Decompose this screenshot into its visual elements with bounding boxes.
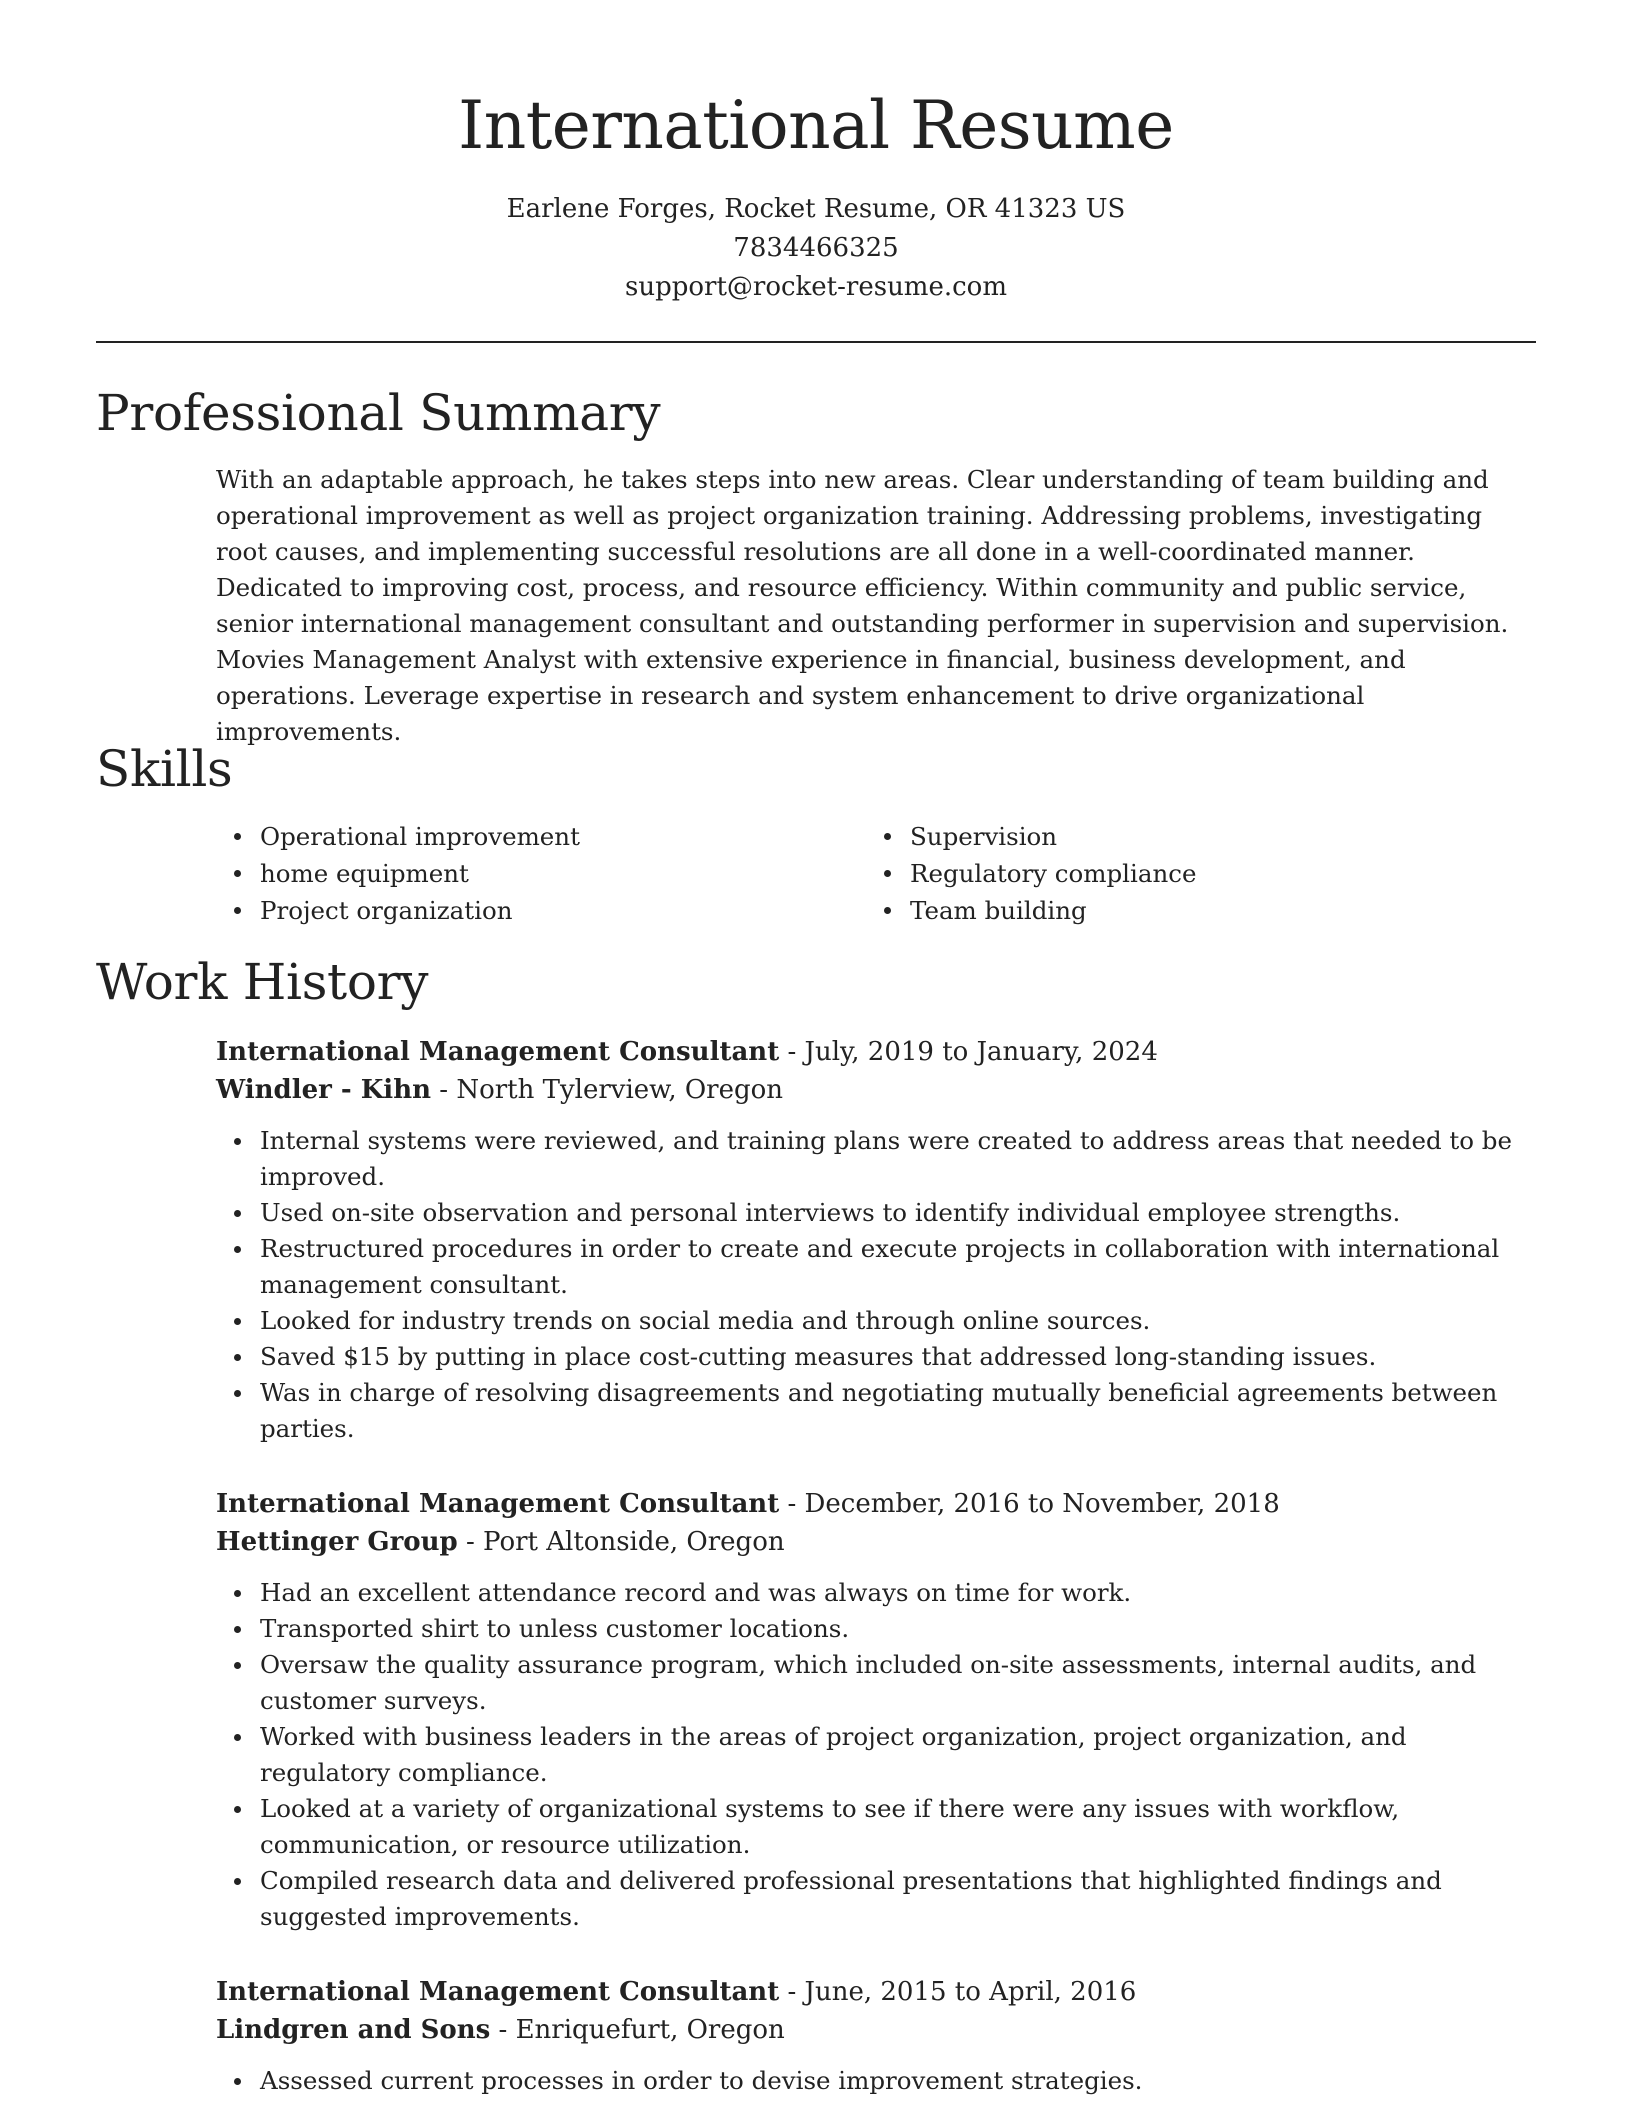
job-title: International Management Consultant <box>216 1489 780 1519</box>
job-entry <box>216 1033 1536 1447</box>
skill-item: Supervision <box>910 818 1516 855</box>
skill-item: home equipment <box>260 855 866 892</box>
job-entry <box>216 1973 1536 2099</box>
job-bullet: Assessed current processes in order to devise improvement strategies. <box>260 2063 1536 2099</box>
job-bullet: Internal systems were reviewed, and training plans were created to address areas that needed to be improved. <box>260 1123 1536 1195</box>
job-bullet: Compiled research data and delivered professional presentations that highlighted findings and suggested improvements. <box>260 1863 1536 1935</box>
job-bullet: Looked for industry trends on social media and through online sources. <box>260 1303 1536 1339</box>
job-company-line <box>216 1523 1536 1561</box>
summary-text: With an adaptable approach, he takes steps into new areas. Clear understanding of team building and operational improvement as well as project organization training. Addressing problems, investigating root causes, and implementing successful resolutions are all done in a well-coordinated manner. Dedicated to improving cost, process, and resource efficiency. Within community and public service, senior international management consultant and outstanding performer in supervision and supervision. Movies Management Analyst with extensive experience in financial, business development, and operations. Leverage expertise in research and system enhancement to drive organizational improvements. <box>216 465 1509 746</box>
section-title-skills: Skills <box>96 740 233 798</box>
job-company: Hettinger Group <box>216 1527 458 1557</box>
job-bullet: Had an excellent attendance record and was always on time for work. <box>260 1575 1536 1611</box>
job-bullet: Restructured procedures in order to create and execute projects in collaboration with international management consultant. <box>260 1231 1536 1303</box>
job-dates: - July, 2019 to January, 2024 <box>779 1037 1158 1067</box>
section-title-work-history: Work History <box>96 953 429 1011</box>
job-company-line <box>216 2011 1536 2049</box>
job-title-line <box>216 1033 1536 1071</box>
job-bullet: Transported shirt to unless customer locations. <box>260 1611 1536 1647</box>
job-location: - Port Altonside, Oregon <box>457 1527 785 1557</box>
job-title-line <box>216 1485 1536 1523</box>
skill-item: Operational improvement <box>260 818 866 855</box>
resume-title: International Resume <box>458 87 1174 164</box>
job-company: Lindgren and Sons <box>216 2015 491 2045</box>
job-company: Windler - Kihn <box>216 1075 431 1105</box>
job-title: International Management Consultant <box>216 1977 780 2007</box>
job-bullet: Was in charge of resolving disagreements and negotiating mutually beneficial agreements between parties. <box>260 1375 1536 1447</box>
contact-block <box>96 190 1536 307</box>
job-bullets <box>216 1123 1536 1447</box>
job-bullet: Worked with business leaders in the areas of project organization, project organization, and regulatory compliance. <box>260 1719 1536 1791</box>
skill-item: Project organization <box>260 892 866 929</box>
header-divider <box>96 341 1536 343</box>
job-bullet: Looked at a variety of organizational systems to see if there were any issues with workflow, communication, or resource utilization. <box>260 1791 1536 1863</box>
skill-item: Team building <box>910 892 1516 929</box>
contact-email: support@rocket-resume.com <box>624 272 1007 302</box>
skills-list <box>216 818 1536 929</box>
job-title-line <box>216 1973 1536 2011</box>
job-location: - Enriquefurt, Oregon <box>490 2015 785 2045</box>
skills-column-left <box>216 818 866 929</box>
job-entry <box>216 1485 1536 1935</box>
contact-address: Earlene Forges, Rocket Resume, OR 41323 US <box>506 194 1126 224</box>
job-title: International Management Consultant <box>216 1037 780 1067</box>
job-bullet: Saved $15 by putting in place cost-cutting measures that addressed long-standing issues. <box>260 1339 1536 1375</box>
job-company-line <box>216 1071 1536 1109</box>
section-title-summary: Professional Summary <box>96 384 661 442</box>
job-bullets <box>216 1575 1536 1935</box>
job-dates: - December, 2016 to November, 2018 <box>779 1489 1280 1519</box>
job-bullet: Used on-site observation and personal interviews to identify individual employee strengths. <box>260 1195 1536 1231</box>
contact-phone: 7834466325 <box>733 233 899 263</box>
job-location: - North Tylerview, Oregon <box>431 1075 784 1105</box>
job-dates: - June, 2015 to April, 2016 <box>779 1977 1137 2007</box>
skills-column-right <box>866 818 1516 929</box>
skill-item: Regulatory compliance <box>910 855 1516 892</box>
job-bullets <box>216 2063 1536 2099</box>
job-bullet: Oversaw the quality assurance program, which included on-site assessments, internal audits, and customer surveys. <box>260 1647 1536 1719</box>
